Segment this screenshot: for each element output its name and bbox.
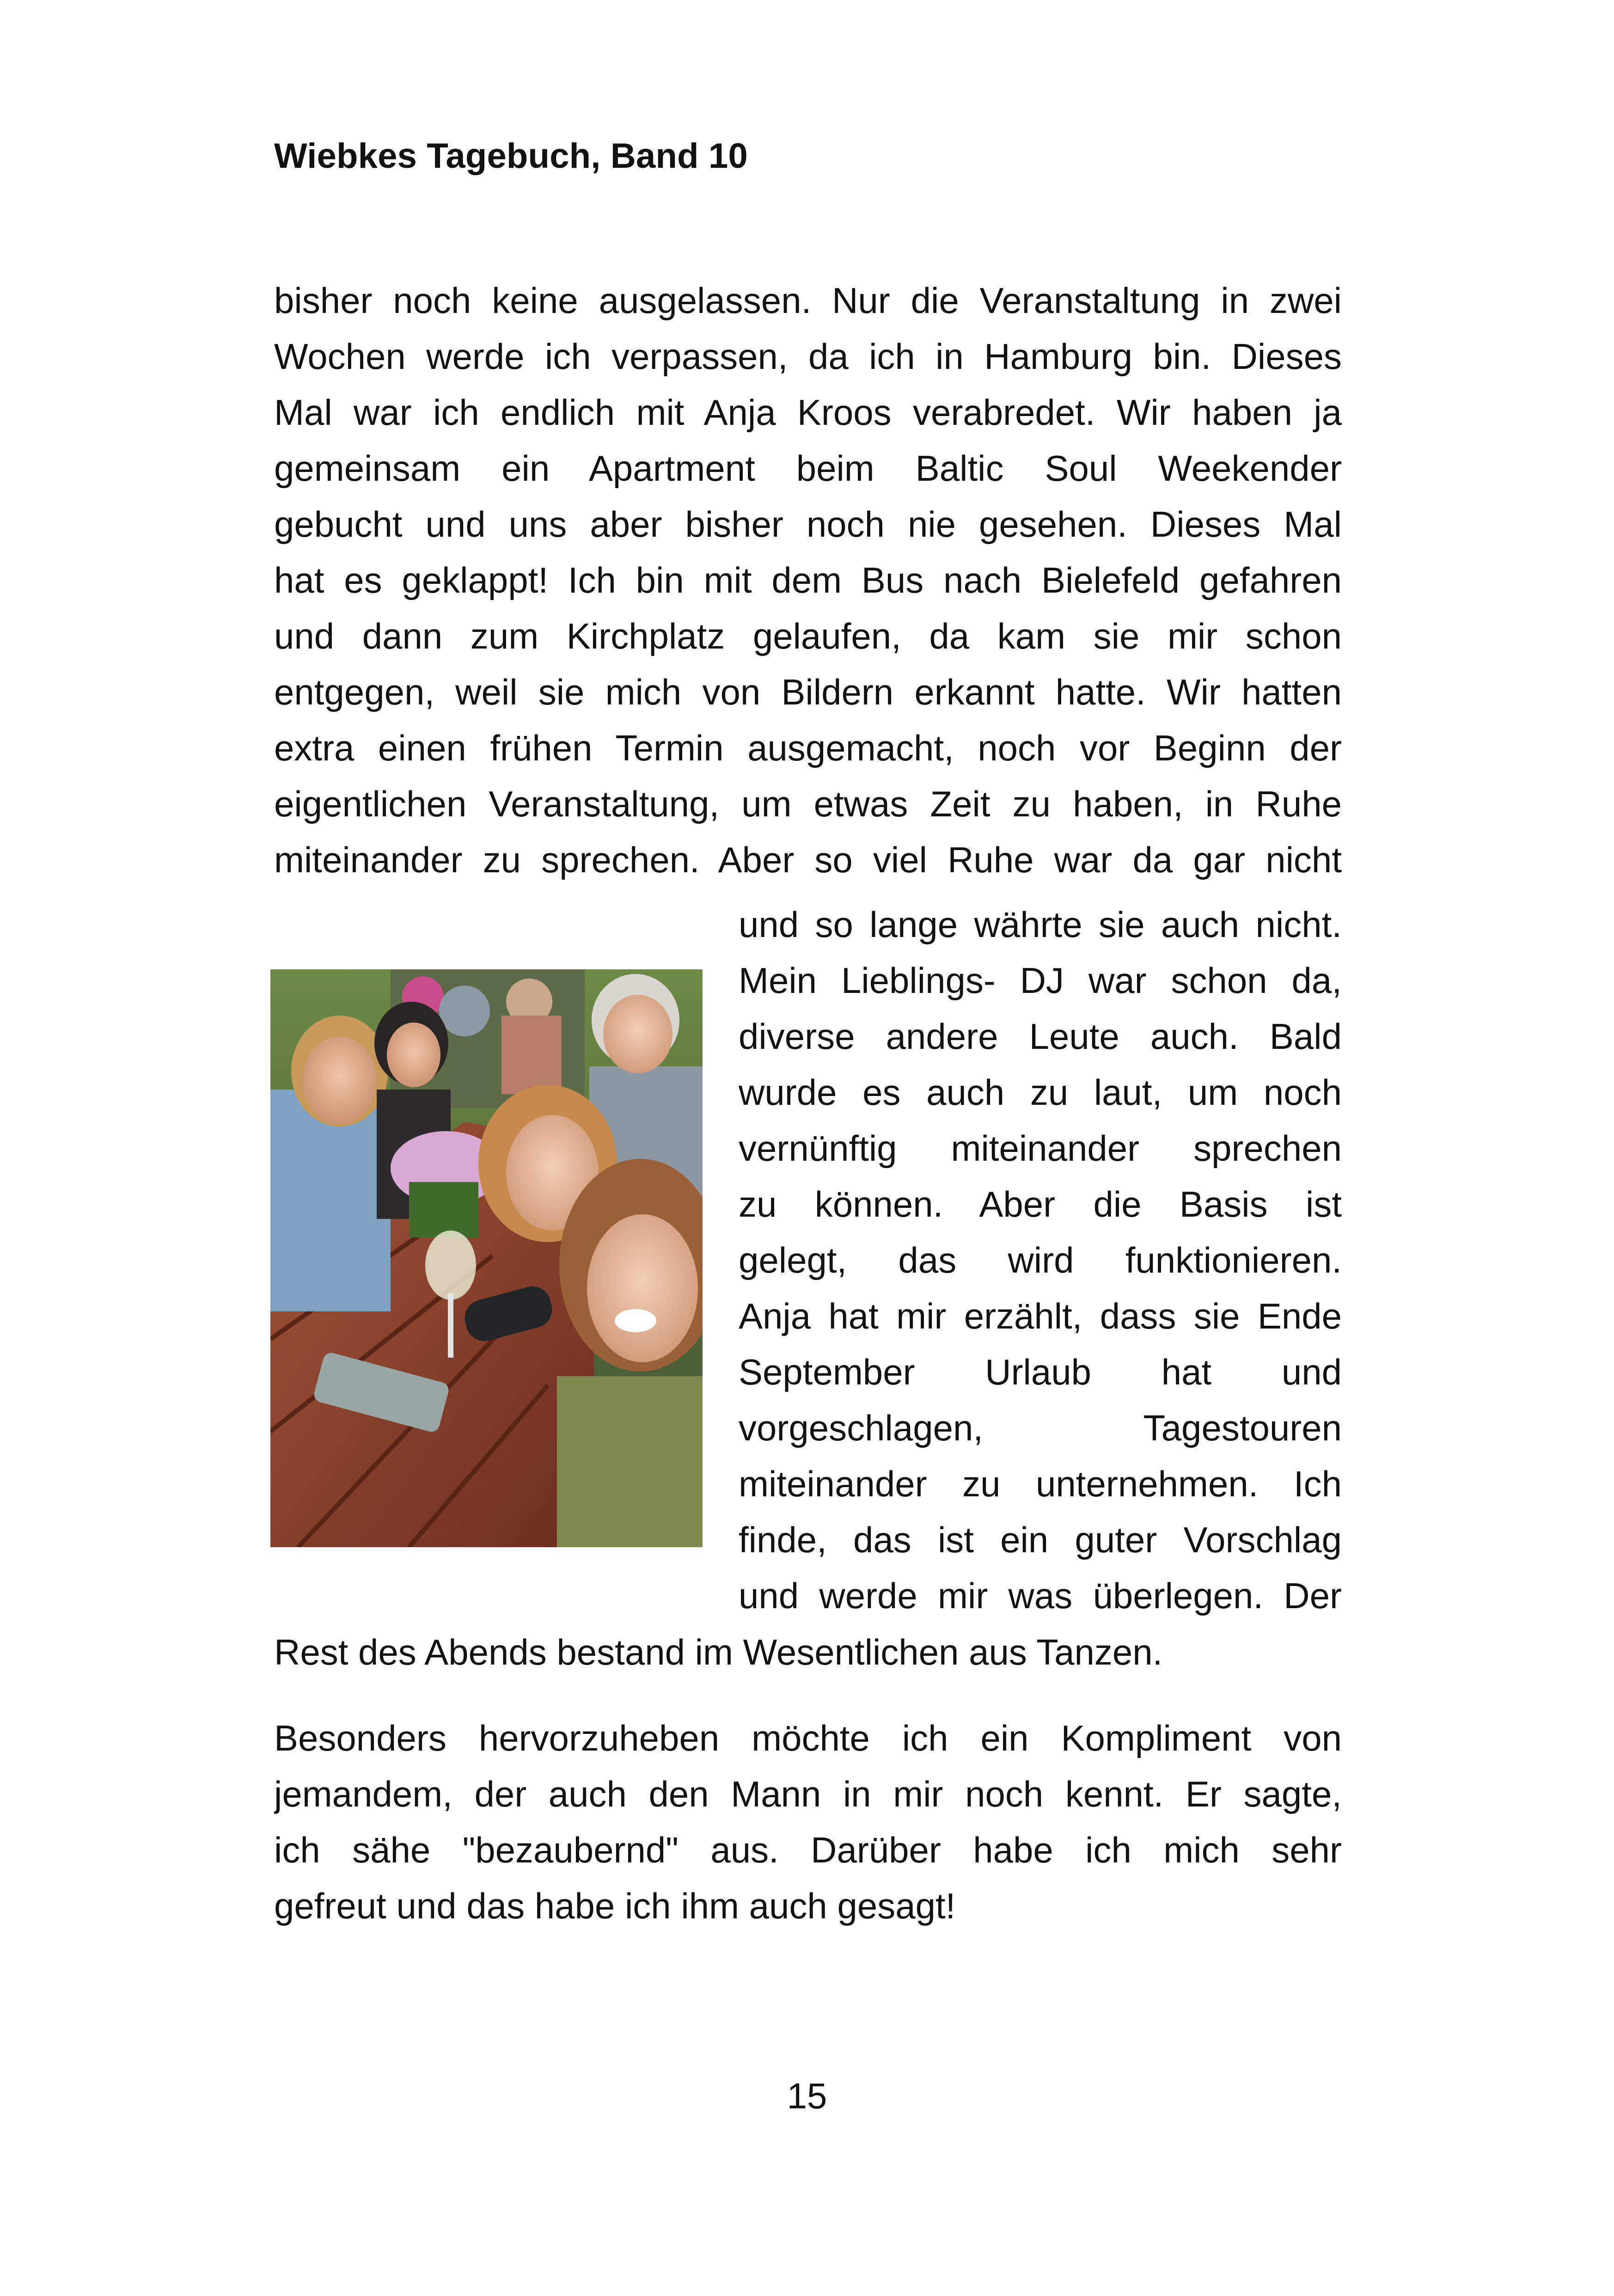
text-line: gefreut und das habe ich ihm auch gesagt! [274, 1886, 956, 1926]
text-line: hat es geklappt! Ich bin mit dem Bus nach Bielefeld gefahren [274, 560, 1342, 600]
text-line: gebucht und uns aber bisher noch nie gesehen. Dieses Mal [274, 504, 1342, 545]
text-line: finde, das ist ein guter Vorschlag [739, 1519, 1342, 1560]
text-line: Mein Lieblings- DJ war schon da, [739, 960, 1342, 1001]
text-line: miteinander zu sprechen. Aber so viel Ruhe war da gar nicht [274, 839, 1342, 880]
paragraph-1-last-line: Rest des Abends bestand im Wesentlichen aus Tanzen. [274, 1632, 1163, 1672]
text-line: gelegt, das wird funktionieren. [739, 1240, 1342, 1280]
text-line: Besonders hervorzuheben möchte ich ein Kompliment von [274, 1718, 1342, 1758]
text-line: bisher noch keine ausgelassen. Nur die Veranstaltung in zwei [274, 280, 1342, 321]
text-line: wurde es auch zu laut, um noch [739, 1072, 1342, 1113]
text-line: und werde mir was überlegen. Der [739, 1575, 1342, 1616]
page-header-title: Wiebkes Tagebuch, Band 10 [274, 136, 748, 176]
text-line: Anja hat mir erzählt, dass sie Ende [739, 1296, 1342, 1336]
text-line: zu können. Aber die Basis ist [739, 1184, 1342, 1225]
text-line: miteinander zu unternehmen. Ich [739, 1463, 1342, 1504]
page-number: 15 [787, 2076, 827, 2116]
text-line: extra einen frühen Termin ausgemacht, noch vor Beginn der [274, 728, 1342, 768]
text-line: eigentlichen Veranstaltung, um etwas Zeit zu haben, in Ruhe [274, 784, 1342, 824]
text-line: jemandem, der auch den Mann in mir noch kennt. Er sagte, [274, 1774, 1342, 1814]
paragraph-1 [274, 273, 1342, 888]
text-line: entgegen, weil sie mich von Bildern erkannt hatte. Wir hatten [274, 672, 1342, 712]
text-line: Mal war ich endlich mit Anja Kroos verabredet. Wir haben ja [274, 392, 1342, 433]
text-line: Wochen werde ich verpassen, da ich in Hamburg bin. Dieses [274, 336, 1342, 377]
text-line: vorgeschlagen, Tagestouren [739, 1408, 1342, 1448]
text-line: diverse andere Leute auch. Bald [739, 1016, 1342, 1057]
text-line: September Urlaub hat und [739, 1352, 1342, 1392]
wrapped-text-beside-photo [739, 897, 1342, 1624]
group-selfie-photo [270, 969, 703, 1547]
text-line: und so lange währte sie auch nicht. [739, 904, 1342, 945]
text-line: und dann zum Kirchplatz gelaufen, da kam sie mir schon [274, 616, 1342, 656]
text-line: vernünftig miteinander sprechen [739, 1128, 1342, 1169]
text-line: ich sähe "bezaubernd" aus. Darüber habe ich mich sehr [274, 1830, 1342, 1870]
text-line: gemeinsam ein Apartment beim Baltic Soul Weekender [274, 448, 1342, 489]
paragraph-2 [274, 1710, 1342, 1934]
